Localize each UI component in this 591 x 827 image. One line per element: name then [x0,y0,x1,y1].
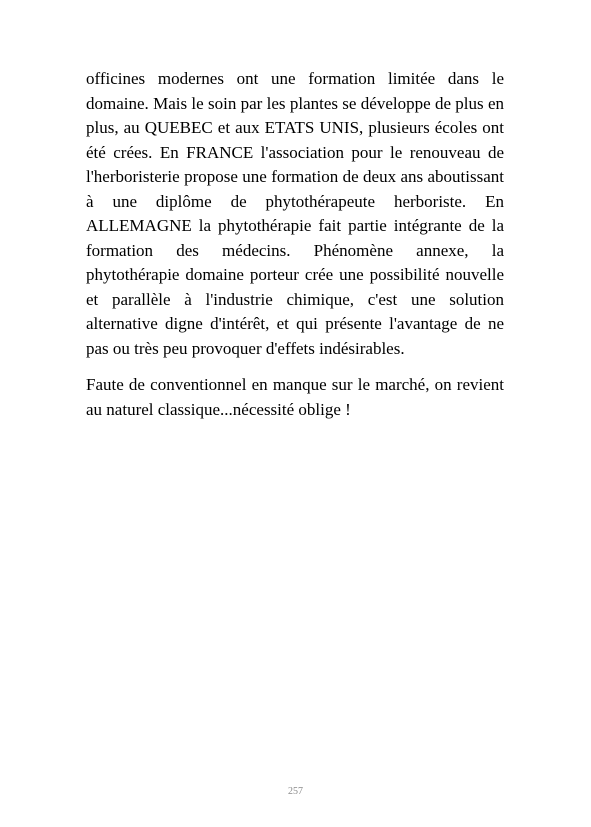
paragraph-2: Faute de conventionnel en manque sur le marché, on revient au naturel classique...nécessité oblige ! [86,375,504,419]
paragraph-1: officines modernes ont une formation limitée dans le domaine. Mais le soin par les plantes se développe de plus en plus, au QUEBEC et aux ETATS UNIS, plusieurs écoles ont été crées. En FRANCE l'association pour le renouveau de l'herboristerie propose une formation de deux ans aboutissant à une diplôme de phytothérapeute herboriste. En ALLEMAGNE la phytothérapie fait partie intégrante de la formation des médecins. Phénomène annexe, la phytothérapie domaine porteur crée une possibilité nouvelle et parallèle à l'industrie chimique, c'est une solution alternative digne d'intérêt, et qui présente l'avantage de ne pas ou très peu provoquer d'effets indésirables. [86,69,504,358]
page-number: 257 [288,786,303,797]
body-text [86,67,504,422]
